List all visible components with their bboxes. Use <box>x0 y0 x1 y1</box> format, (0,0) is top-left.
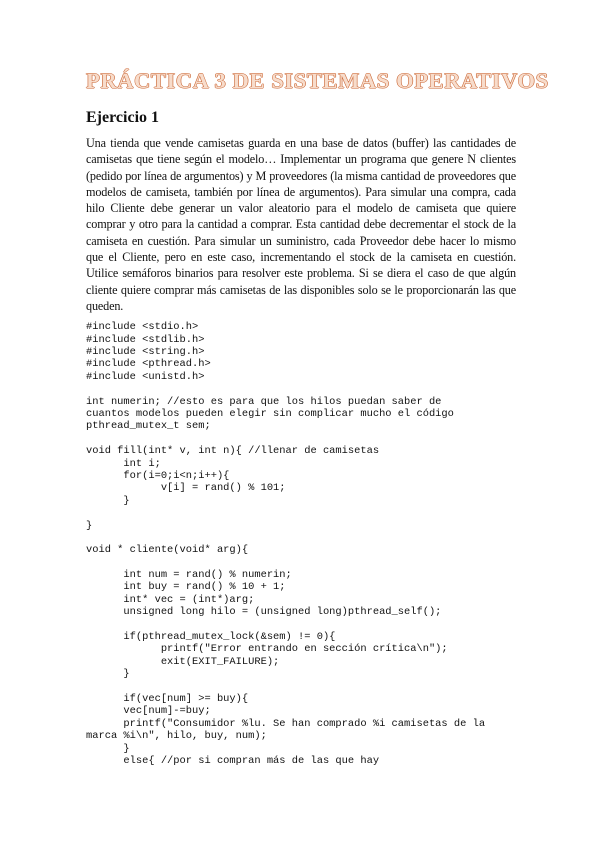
code-line: unsigned long hilo = (unsigned long)pthread_self(); <box>86 606 442 619</box>
code-line: for(i=0;i<n;i++){ <box>86 469 230 482</box>
code-line: printf("Consumidor %lu. Se han comprado %i camisetas de la <box>86 717 486 730</box>
code-line: int* vec = (int*)arg; <box>86 593 255 606</box>
code-line: pthread_mutex_t sem; <box>86 420 211 433</box>
code-line: if(vec[num] >= buy){ <box>86 692 249 705</box>
code-line: if(pthread_mutex_lock(&sem) != 0){ <box>86 631 336 644</box>
code-line <box>86 433 516 445</box>
code-line <box>86 383 516 395</box>
code-line <box>86 619 516 631</box>
code-line: else{ //por si compran más de las que hay <box>86 754 380 767</box>
exercise-description: Una tienda que vende camisetas guarda en una base de datos (buffer) las cantidades de camisetas que tiene según el modelo… Implementar un programa que genere N clientes (pedido por línea de argumentos) y M proveedores (la misma cantidad de proveedores que modelos de camiseta, también por línea de argumentos). Para simular una compra, cada hilo Cliente debe generar un valor aleatorio para el modelo de camiseta que quiere comprar y otro para la cantidad a comprar. Esta cantidad debe decrementar el stock de la camiseta en cuestión. Para simular un suministro, cada Proveedor debe hacer lo mismo que el Cliente, pero en este caso, incrementando el stock de la camiseta en cuestión. Utilice semáforos binarios para resolver este problema. Si se diera el caso de que algún cliente quiere comprar más camisetas de las disponibles solo se le proporcionarán las que queden. <box>86 136 516 313</box>
code-line: v[i] = rand() % 101; <box>86 482 286 495</box>
code-block <box>86 321 516 767</box>
code-line: cuantos modelos pueden elegir sin complicar mucho el código <box>86 408 454 420</box>
code-line <box>86 507 516 519</box>
code-line: } <box>86 494 130 507</box>
code-line: int numerin; //esto es para que los hilos puedan saber de <box>86 395 442 408</box>
code-line: marca %i\n", hilo, buy, num); <box>86 730 267 743</box>
document-page <box>86 64 549 767</box>
code-line: #include <pthread.h> <box>86 358 211 371</box>
code-line <box>86 557 516 569</box>
code-line: int i; <box>86 457 161 470</box>
code-line: void * cliente(void* arg){ <box>86 544 249 557</box>
code-line: #include <string.h> <box>86 346 205 359</box>
code-line <box>86 532 516 544</box>
code-line: #include <stdlib.h> <box>86 333 205 346</box>
code-line: } <box>86 668 130 681</box>
code-line: exit(EXIT_FAILURE); <box>86 655 280 668</box>
code-line: #include <stdio.h> <box>86 321 199 334</box>
document-title: PRÁCTICA 3 DE SISTEMAS OPERATIVOS <box>86 68 549 93</box>
code-line: printf("Error entrando en sección crítica\n"); <box>86 643 448 656</box>
code-line <box>86 681 516 693</box>
code-line: int num = rand() % numerin; <box>86 569 292 582</box>
code-line: void fill(int* v, int n){ //llenar de camisetas <box>86 445 380 458</box>
code-line: #include <unistd.h> <box>86 370 205 383</box>
exercise-heading: Ejercicio 1 <box>86 109 160 126</box>
code-line: } <box>86 742 130 755</box>
code-line: vec[num]-=buy; <box>86 705 211 718</box>
code-line: int buy = rand() % 10 + 1; <box>86 581 286 594</box>
code-line: } <box>86 519 93 532</box>
